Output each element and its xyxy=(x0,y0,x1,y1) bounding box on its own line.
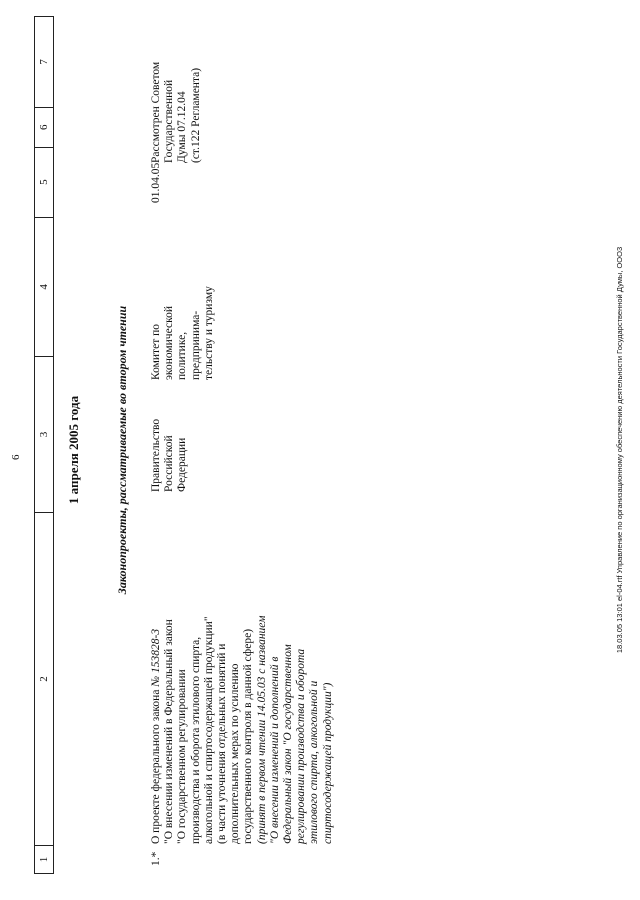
column-number: 3 xyxy=(35,356,53,512)
status-line: Думы 07.12.04 xyxy=(176,91,189,163)
description-line: регулировании производства и оборота xyxy=(295,648,308,844)
bill-description xyxy=(150,558,335,844)
entry-date: 01.04.05 xyxy=(150,162,162,203)
column-number: 5 xyxy=(35,147,53,217)
committee-line: Комитет по xyxy=(150,324,162,380)
description-line: спиртосодержащей продукции") xyxy=(321,682,334,844)
description-line: государственного контроля в данной сфере) xyxy=(242,628,255,844)
status-line: Государственной xyxy=(163,79,176,163)
status-line: Рассмотрен Советом xyxy=(150,61,162,163)
description-line: (принят в первом чтении 14.05.03 с названием xyxy=(255,615,268,844)
description-line: "О государственном регулировании xyxy=(176,669,189,844)
page-number: 6 xyxy=(10,454,22,460)
description-line: О проекте федерального закона № 153828-3 xyxy=(150,628,162,844)
sponsor-line: Федерации xyxy=(176,437,189,492)
sponsor-line: Правительство xyxy=(150,418,162,492)
status-line: (ст.122 Регламента) xyxy=(189,67,202,163)
responsible-committee xyxy=(150,270,216,380)
column-number: 7 xyxy=(38,59,50,65)
entry-number: 1.* xyxy=(150,851,162,866)
bill-sponsor xyxy=(150,402,190,492)
column-number: 2 xyxy=(35,512,53,845)
description-line: "О внесении изменений и дополнений в xyxy=(268,656,281,844)
description-line: (в части уточнения отдельных понятий и xyxy=(216,643,229,844)
committee-line: политике, xyxy=(176,331,189,380)
description-line: алкогольной и спиртосодержащей продукции" xyxy=(202,616,215,844)
page-footer: 18.03.05 13:01 el-04.rtf Управление по организационному обеспечению деятельности Государственной Думы, ООО3 xyxy=(615,246,624,654)
description-line: производства и оборота этилового спирта, xyxy=(189,636,202,844)
bill-number: № 153828-3 xyxy=(150,628,162,687)
section-heading: Законопроекты, рассматриваемые во втором чтении xyxy=(115,305,129,595)
column-number: 1 xyxy=(35,845,53,873)
description-line: дополнительных мерах по усилению xyxy=(229,663,242,844)
column-number: 4 xyxy=(35,217,53,357)
column-number: 6 xyxy=(35,107,53,147)
description-line: "О внесении изменений в Федеральный закон xyxy=(163,619,176,844)
committee-line: тельству и туризму xyxy=(202,286,215,380)
description-line: этилового спирта, алкогольной и xyxy=(308,680,321,844)
column-number-header xyxy=(34,16,54,874)
committee-line: экономической xyxy=(163,306,176,380)
committee-line: предпринима- xyxy=(189,310,202,380)
entry-status xyxy=(150,23,203,163)
description-line: Федеральный закон "О государственном xyxy=(282,644,295,844)
sponsor-line: Российской xyxy=(163,435,176,492)
date-heading: 1 апреля 2005 года xyxy=(66,395,81,505)
